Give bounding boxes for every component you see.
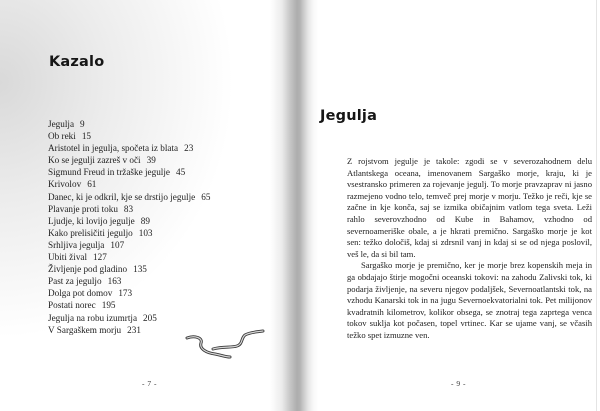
toc-entry-title: Plavanje proti toku [48,203,118,214]
toc-entry [48,239,210,251]
toc-entry-page: 231 [127,324,141,335]
toc-entry [48,191,210,203]
toc-entry-title: Aristotel in jegulja, spočeta iz blata [48,143,179,154]
toc-entry [48,130,210,142]
toc-entry [48,287,210,299]
chapter-body [347,156,592,342]
toc-entry-page: 205 [143,312,157,323]
toc-entry-title: Ubiti žival [48,252,88,263]
toc-entry-page: 45 [175,167,186,178]
page-title: Kazalo [49,54,105,70]
toc-entry-title: Jegulja na robu izumrtja [48,312,138,323]
toc-entry-title: Ko se jegulji zazreš v oči [48,155,141,166]
toc-entry-page: 83 [123,203,134,214]
toc-entry-page: 39 [146,155,156,166]
chapter-title: Jegulja [320,108,378,124]
toc-entry [48,118,210,130]
toc-entry-page: 107 [110,239,125,250]
toc-entry-page: 163 [107,276,122,287]
toc-entry [48,263,210,275]
page-number: - 7 - [142,379,157,388]
eel-icon [213,331,263,349]
toc-entry-page: 61 [87,179,97,190]
toc-entry-page: 89 [140,215,150,226]
page-edge [596,0,597,411]
toc-entry [48,166,210,178]
toc-entry-page: 15 [81,131,91,142]
paragraph: Sargaško morje je premično, ker je morje brez kopenskih meja in ga obdajajo štirje mogočni oceanski tokovi: na zahodu Zalivski tok, ki podarja življenje, na severu njegov podaljšek, Severnoatlantski tok, na vzhodu Kanarski tok in na jugu Severnoekvatorialni tok. Pet milijonov kvadratnih kilometrov, kolikor obsega, se znotraj tega zaprtega venca tokov suklja kot počasen, topel vrtinec. Kar se ujame vanj, se včasih težko spet izmuzne ven. [347,260,592,340]
toc-entry-page: 103 [138,227,153,238]
eels-illustration [185,326,290,371]
toc-entry-title: Krivolov [48,179,82,190]
toc-entry-title: Ob reki [48,131,76,142]
toc-entry-title: Danec, ki je odkril, kje se drstijo jegulje [48,191,196,202]
toc-entry-page: 9 [80,119,85,129]
toc-entry-page: 135 [133,264,147,275]
toc-entry-page: 127 [93,252,107,263]
table-of-contents [48,118,210,336]
toc-entry-title: Ljudje, ki lovijo jegulje [48,215,135,226]
toc-entry [48,227,210,239]
toc-entry-title: Sigmund Freud in tržaške jegulje [48,167,170,178]
page-number: - 9 - [451,379,466,388]
toc-entry-title: Postati norec [48,300,96,311]
toc-entry [48,178,210,190]
toc-entry-title: Življenje pod gladino [48,264,128,275]
toc-entry [48,312,210,324]
toc-entry-title: Kako prelisičiti jeguljo [48,227,133,238]
toc-entry-page: 173 [118,288,133,299]
toc-entry [48,275,210,287]
toc-entry-page: 195 [101,300,116,311]
toc-entry-page: 65 [201,191,211,202]
toc-entry-page: 23 [184,143,194,154]
toc-entry-title: Jegulja [48,119,75,129]
toc-entry [48,299,210,311]
toc-entry-title: V Sargaškem morju [48,324,122,335]
toc-entry [48,154,210,166]
toc-entry [48,142,210,154]
toc-entry-title: Past za jeguljo [48,276,102,287]
toc-entry [48,203,210,215]
toc-entry-title: Srhljiva jegulja [48,239,105,250]
toc-entry-title: Dolga pot domov [48,288,113,299]
toc-entry [48,251,210,263]
paragraph: Z rojstvom jegulje je takole: zgodi se v severozahodnem delu Atlantskega oceana, imenovanem Sargaško morje, kraju, ki je vsestransko primeren za rojevanje jegulj. To morje pravzaprav ni jasno razmejeno vodno telo, temveč prej morje v morju. Težko je reči, kje se začne in kje konča, saj se izmika običajnim vatlom tega sveta. Leži rahlo severovzhodno od Kube in Bahamov, vzhodno od severnoameriške obale, a je hkrati premično. Sargaško morje je kot sen: težko določiš, kdaj si zdrsnil vanj in kdaj si se od njega poslovil, veš le, da si bil tam. [347,156,592,259]
right-page [300,0,600,411]
toc-entry [48,215,210,227]
